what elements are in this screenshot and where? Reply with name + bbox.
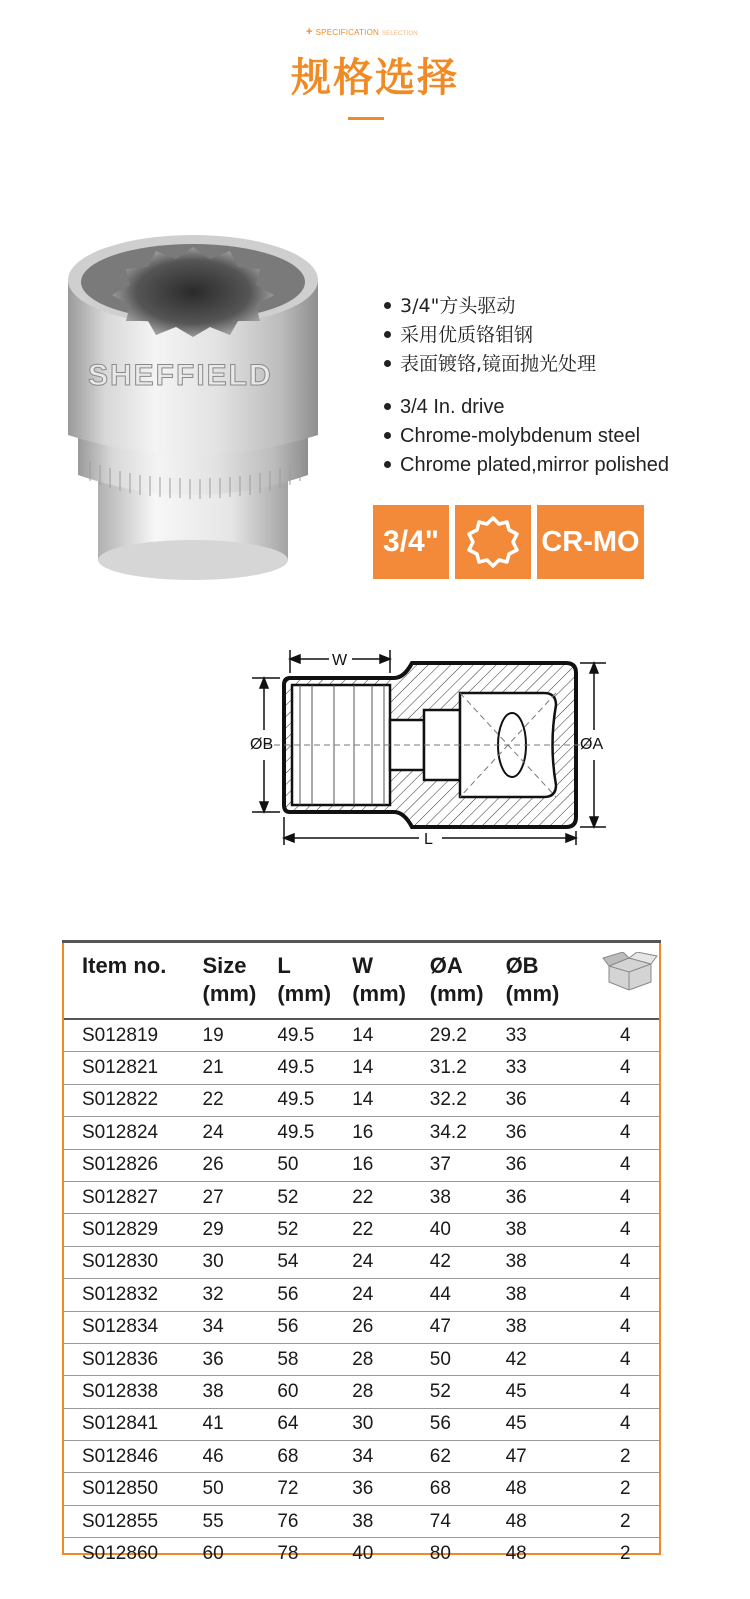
table-cell: 50 [203, 1473, 278, 1505]
table-row [64, 1149, 659, 1181]
table-row [64, 1473, 659, 1505]
table-cell: S012832 [64, 1279, 203, 1311]
table-cell: 36 [506, 1149, 585, 1181]
table-cell: 21 [203, 1052, 278, 1084]
table-cell: 68 [430, 1473, 506, 1505]
table-cell: 34 [352, 1441, 430, 1473]
col-header-size: Size (mm) [203, 942, 278, 1019]
dimension-diagram [244, 645, 614, 855]
table-cell: 33 [506, 1052, 585, 1084]
table-cell: 22 [352, 1181, 430, 1213]
table-cell: 14 [352, 1019, 430, 1052]
table-cell: S012824 [64, 1117, 203, 1149]
page-title: 规格选择 [291, 55, 459, 101]
table-cell: 34.2 [430, 1117, 506, 1149]
table-header-row [64, 942, 659, 1019]
table-cell: 47 [506, 1441, 585, 1473]
feature-item [384, 292, 669, 321]
table-cell: 34 [203, 1311, 278, 1343]
table-row [64, 1376, 659, 1408]
table-cell: S012827 [64, 1181, 203, 1213]
table-cell: 56 [430, 1408, 506, 1440]
title-underline [348, 117, 384, 120]
product-image-socket [60, 225, 325, 590]
feature-item [384, 393, 669, 422]
table-cell: 52 [430, 1376, 506, 1408]
table-cell: 38 [352, 1505, 430, 1537]
table-row [64, 1538, 659, 1570]
table-cell: 45 [506, 1408, 585, 1440]
table-cell: 2 [585, 1441, 659, 1473]
table-cell: 28 [352, 1343, 430, 1375]
table-row [64, 1311, 659, 1343]
bullet-icon [384, 331, 391, 338]
table-cell: 72 [277, 1473, 352, 1505]
col-header-a: ØA (mm) [430, 942, 506, 1019]
table-cell: 49.5 [277, 1019, 352, 1052]
table-cell: 24 [352, 1246, 430, 1278]
table-cell: 31.2 [430, 1052, 506, 1084]
table-cell: 50 [430, 1343, 506, 1375]
table-cell: 49.5 [277, 1052, 352, 1084]
table-cell: S012855 [64, 1505, 203, 1537]
table-cell: 32.2 [430, 1084, 506, 1116]
table-row [64, 1408, 659, 1440]
table-row [64, 1117, 659, 1149]
table-cell: S012850 [64, 1473, 203, 1505]
table-cell: 60 [202, 1542, 224, 1564]
bullet-icon [384, 302, 391, 309]
table-cell: 36 [506, 1181, 585, 1213]
feature-item [384, 350, 669, 379]
table-cell: 29.2 [430, 1019, 506, 1052]
table-row [64, 1214, 659, 1246]
feature-text: 3/4"方头驱动 [400, 295, 516, 317]
feature-list-en [384, 393, 669, 480]
table-cell: 40 [430, 1214, 506, 1246]
engraving-text: SHEFFIELD [88, 359, 273, 392]
table-cell: 4 [585, 1084, 659, 1116]
table-cell: 47 [430, 1311, 506, 1343]
table-cell: 55 [203, 1505, 278, 1537]
table-cell: 42 [430, 1246, 506, 1278]
bullet-icon [384, 432, 391, 439]
dim-b-label: ØB [250, 736, 274, 753]
table-cell: 4 [585, 1408, 659, 1440]
bullet-icon [384, 461, 391, 468]
table-cell: 16 [352, 1117, 430, 1149]
table-cell: S012834 [64, 1311, 203, 1343]
twelve-point-socket-icon [455, 505, 531, 579]
section-header [0, 0, 750, 130]
feature-text: Chrome-molybdenum steel [400, 425, 641, 447]
table-cell: 14 [352, 1052, 430, 1084]
table-cell: 19 [203, 1019, 278, 1052]
table-cell: S012838 [64, 1376, 203, 1408]
bullet-icon [384, 403, 391, 410]
carton-box-icon [585, 942, 659, 1019]
table-cell: 52 [277, 1214, 352, 1246]
table-cell: 4 [585, 1343, 659, 1375]
table-row [64, 1246, 659, 1278]
bullet-icon [384, 360, 391, 367]
table-cell: 28 [352, 1376, 430, 1408]
table-cell: 24 [352, 1279, 430, 1311]
table-cell: 41 [203, 1408, 278, 1440]
feature-text: Chrome plated,mirror polished [400, 454, 670, 476]
table-cell: 4 [585, 1117, 659, 1149]
plus-icon: + [306, 26, 313, 38]
table-cell: 4 [585, 1311, 659, 1343]
feature-item [384, 451, 669, 480]
table-cell: 36 [352, 1473, 430, 1505]
table-cell: 56 [277, 1311, 352, 1343]
table-cell: 56 [277, 1279, 352, 1311]
material-badge: CR-MO [537, 505, 644, 579]
spec-table [64, 942, 659, 1570]
table-row [64, 1279, 659, 1311]
table-cell: 32 [203, 1279, 278, 1311]
dim-w-label: W [332, 652, 348, 669]
table-cell: S012860 [82, 1542, 159, 1564]
table-cell: 45 [506, 1376, 585, 1408]
table-cell: 38 [430, 1181, 506, 1213]
table-cell: 29 [203, 1214, 278, 1246]
table-cell: 58 [277, 1343, 352, 1375]
table-cell: S012821 [64, 1052, 203, 1084]
col-header-w: W (mm) [352, 942, 430, 1019]
feature-list [384, 292, 669, 480]
table-cell: 44 [430, 1279, 506, 1311]
table-cell: 36 [506, 1084, 585, 1116]
table-cell: 2 [620, 1542, 631, 1564]
table-cell: 40 [352, 1542, 374, 1564]
table-cell: 48 [506, 1505, 585, 1537]
table-cell: 30 [352, 1408, 430, 1440]
feature-text: 3/4 In. drive [400, 396, 505, 418]
table-cell: 4 [585, 1052, 659, 1084]
table-cell: 26 [352, 1311, 430, 1343]
table-cell: 74 [430, 1505, 506, 1537]
spec-label: SPECIFICATION [315, 28, 379, 37]
table-cell: 27 [203, 1181, 278, 1213]
table-row [64, 1181, 659, 1213]
table-cell: 26 [203, 1149, 278, 1181]
table-cell: S012826 [64, 1149, 203, 1181]
table-cell: 49.5 [277, 1117, 352, 1149]
table-row [64, 1505, 659, 1537]
table-row [64, 1052, 659, 1084]
table-cell: S012841 [64, 1408, 203, 1440]
table-cell: 38 [506, 1311, 585, 1343]
feature-text: 采用优质铬钼钢 [400, 324, 534, 346]
table-cell: 38 [506, 1214, 585, 1246]
table-cell: 4 [585, 1149, 659, 1181]
table-row [64, 1343, 659, 1375]
table-cell: 60 [277, 1376, 352, 1408]
table-cell: 37 [430, 1149, 506, 1181]
table-cell: 2 [585, 1473, 659, 1505]
table-cell: 78 [277, 1542, 299, 1564]
table-row [64, 1019, 659, 1052]
table-cell: 36 [203, 1343, 278, 1375]
table-cell: S012822 [64, 1084, 203, 1116]
table-cell: S012829 [64, 1214, 203, 1246]
feature-text: 表面镀铬,镜面抛光处理 [400, 353, 597, 375]
table-cell: 4 [585, 1019, 659, 1052]
table-cell: 4 [585, 1376, 659, 1408]
drive-size-badge: 3/4" [373, 505, 449, 579]
table-cell: 68 [277, 1441, 352, 1473]
table-cell: 22 [352, 1214, 430, 1246]
table-cell: 38 [506, 1246, 585, 1278]
feature-item [384, 422, 669, 451]
table-cell: 80 [429, 1542, 451, 1564]
table-cell: 36 [506, 1117, 585, 1149]
table-row [64, 1084, 659, 1116]
spec-eyebrow [306, 26, 418, 38]
spec-table-frame [62, 940, 661, 1564]
table-cell: 42 [506, 1343, 585, 1375]
dim-a-label: ØA [580, 736, 604, 753]
table-cell: 4 [585, 1279, 659, 1311]
table-cell: S012819 [64, 1019, 203, 1052]
table-cell: 4 [585, 1181, 659, 1213]
table-cell: 52 [277, 1181, 352, 1213]
table-cell: 16 [352, 1149, 430, 1181]
dim-l-label: L [424, 831, 433, 848]
spec-sub-label: SELECTION [381, 31, 418, 37]
table-cell: 22 [203, 1084, 278, 1116]
table-cell: 48 [505, 1542, 527, 1564]
table-cell: 54 [277, 1246, 352, 1278]
table-cell: 30 [203, 1246, 278, 1278]
table-cell: 76 [277, 1505, 352, 1537]
table-cell: S012846 [64, 1441, 203, 1473]
table-cell: 46 [203, 1441, 278, 1473]
table-cell: 2 [585, 1505, 659, 1537]
table-cell: 50 [277, 1149, 352, 1181]
table-cell: 38 [203, 1376, 278, 1408]
table-cell: 62 [430, 1441, 506, 1473]
table-cell: 64 [277, 1408, 352, 1440]
table-cell: 14 [352, 1084, 430, 1116]
table-cell: 33 [506, 1019, 585, 1052]
table-cell: S012836 [64, 1343, 203, 1375]
col-header-b: ØB (mm) [506, 942, 585, 1019]
table-cell: 48 [506, 1473, 585, 1505]
table-cell: 4 [585, 1246, 659, 1278]
col-header-l: L (mm) [277, 942, 352, 1019]
table-cell: 24 [203, 1117, 278, 1149]
table-cell: S012830 [64, 1246, 203, 1278]
table-cell: 38 [506, 1279, 585, 1311]
col-header-item: Item no. [64, 942, 203, 1019]
feature-list-cn [384, 292, 669, 379]
table-cell: 4 [585, 1214, 659, 1246]
table-row [64, 1441, 659, 1473]
table-cell: 49.5 [277, 1084, 352, 1116]
feature-item [384, 321, 669, 350]
